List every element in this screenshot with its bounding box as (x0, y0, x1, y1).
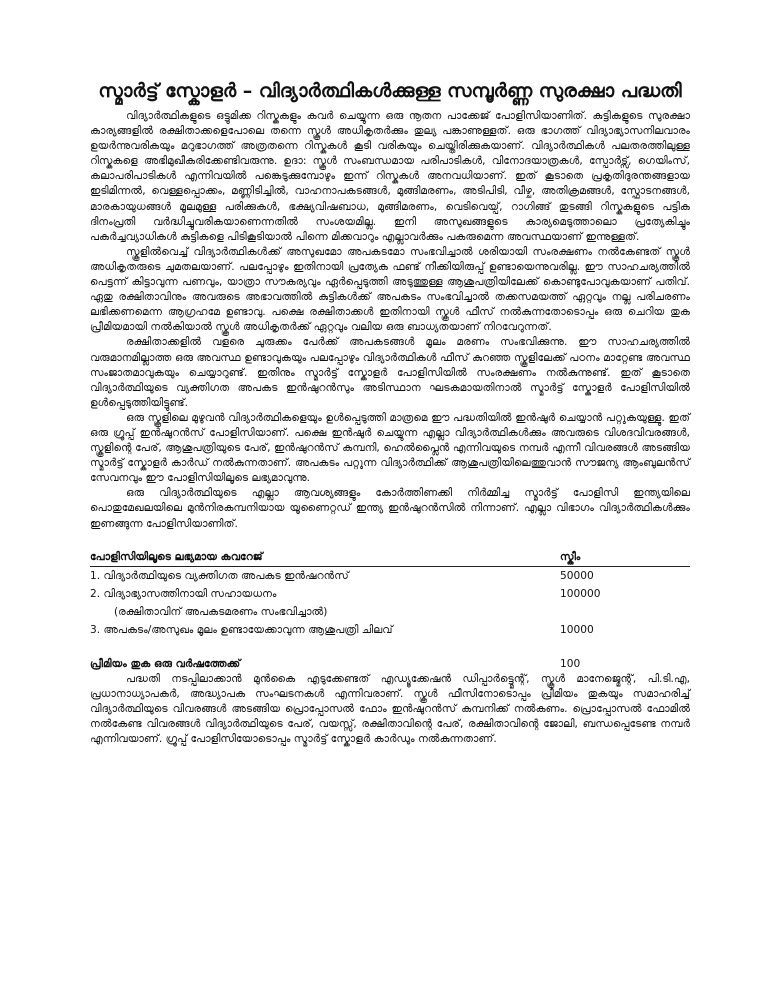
premium-label: പ്രീമിയം തുക ഒരു വർഷത്തേക്ക് (90, 657, 241, 670)
premium-value: 100 (560, 657, 581, 670)
coverage-item-note: (രക്ഷിതാവിന് അപകടമരണം സംഭവിച്ചാൽ) (114, 605, 328, 618)
coverage-item: 1. വിദ്യാർത്ഥിയുടെ വ്യക്തിഗത അപകട ഇൻഷറൻസ് (90, 569, 349, 582)
document-title: സ്മാർട്ട് സ്കോളർ – വിദ്യാർത്ഥികൾക്കുള്ള സമ്പൂർണ്ണ സുരക്ഷാ പദ്ധതി (98, 80, 682, 102)
paragraph-united-india: ഒരു വിദ്യാർത്ഥിയുടെ എല്ലാ ആവശ്യങ്ങളും കോർത്തിണക്കി നിർമ്മിച്ച സ്മാർട്ട് പോളിസി ഇന്ത്യയിലെ പൊതുമേഖലയിലെ മുൻനിരകമ്പനിയായ യൂണൈറ്റഡ് ഇന്ത്യ ഇൻഷുറൻസിൽ നിന്നാണ്. എല്ലാ വിഭാഗം വിദ്യാർത്ഥികൾക്കും ഇണങ്ങുന്ന പോളിസിയാണിത്. (90, 487, 690, 530)
paragraph-implementation: പദ്ധതി നടപ്പിലാക്കാൻ മുൻകൈ എടുക്കേണ്ടത് എഡ്യൂക്കേഷൻ ഡിപ്പാർട്ട്മെന്റ്, സ്കൂൾ മാനേജ്മെന്റ്, പി.ടി.എ, പ്രധാനാധ്യാപകർ, അദ്ധ്യാപക സംഘടനകൾ എന്നിവരാണ്. സ്കൂൾ ഫീസിനോടൊപ്പം പ്രീമിയം തുകയും സമാഹരിച്ച് വിദ്യാർത്ഥിയുടെ വിവരങ്ങൾ അടങ്ങിയ പ്രൊപ്പോസൽ ഫോം ഇൻഷുറൻസ് കമ്പനിക്ക് നൽകണം. പ്രൊപ്പോസൽ ഫോമിൽ നൽകേണ്ട വിവരങ്ങൾ വിദ്യാർത്ഥിയുടെ പേര്, വയസ്സ്, രക്ഷിതാവിന്റെ പേര്, രക്ഷിതാവിന്റെ ജോലി, ബന്ധപ്പെടേണ്ട നമ്പർ എന്നിവയാണ്. ഗ്രൂപ്പ് പോളിസിയോടൊപ്പം സ്മാർട്ട് സ്കോളർ കാർഡും നൽകുന്നതാണ്. (90, 672, 690, 745)
coverage-value: 10000 (560, 623, 594, 636)
table-row (90, 566, 690, 585)
paragraph-school-responsibility: സ്കൂളിൽവെച്ച് വിദ്യാർത്ഥികൾക്ക് അസുഖമോ അപകടമോ സംഭവിച്ചാൽ ശരിയായി സംരക്ഷണം നൽകേണ്ടത് സ്കൂൾ അധികൃതരുടെ ചുമതലയാണ്. പലപ്പോഴും ഇതിനായി പ്രത്യേക ഫണ്ട് നീക്കിയിരുപ്പ് ഉണ്ടായെന്നുവരില്ല. ഈ സാഹചര്യത്തിൽ പെട്ടന്ന് കിട്ടാവുന്ന പണവും, യാത്രാ സൗകര്യവും ഏർപ്പെടുത്തി അടുത്തുള്ള ആശുപത്രിയിലേക്ക് കൊണ്ടുപോവുകയാണ് പതിവ്. ഏതു രക്ഷിതാവിനും അവരുടെ അഭാവത്തിൽ കുട്ടികൾക്ക് അപകടം സംഭവിച്ചാൽ തക്കസമയത്ത് ഏറ്റവും നല്ല പരിചരണം ലഭിക്കണമെന്ന ആഗ്രഹമേ ഉണ്ടാവു. പക്ഷെ രക്ഷിതാക്കൾ ഇതിനായി സ്കൂൾ ഫീസ് നൽകുന്നതോടൊപ്പം ഒരു ചെറിയ തുക പ്രീമിയമായി നൽകിയാൽ സ്കൂൾ അധികൃതർക്ക് ഏറ്റവും വലിയ ഒരു ബാധ്യതയാണ് നിറവേറുന്നത്. (90, 245, 690, 334)
coverage-value (560, 603, 690, 621)
premium-row (90, 657, 690, 672)
coverage-item: 3. അപകടം/അസുഖം മൂലം ഉണ്ടായേക്കാവുന്ന ആശുപത്രി ചിലവ് (90, 623, 393, 636)
coverage-item: 2. വിദ്യാഭ്യാസത്തിനായി സഹായധനം (90, 587, 277, 600)
coverage-table (90, 548, 690, 639)
paragraph-intro: വിദ്യാർത്ഥികളുടെ ഒട്ടുമിക്ക റിസ്കുകളും കവർ ചെയ്യുന്ന ഒരു നൂതന പാക്കേജ് പോളിസിയാണിത്. കുട്ടികളുടെ സുരക്ഷാ കാര്യങ്ങളിൽ രക്ഷിതാക്കളെപോലെ തന്നെ സ്കൂൾ അധികൃതർക്കും തുല്യ പങ്കാണുള്ളത്. ഒരു ഭാഗത്ത് വിദ്യാഭ്യാസനിലവാരം ഉയർന്നുവരികയും മറുഭാഗത്ത് അത്രതന്നെ റിസ്കുകൾ കൂടി വരികയും ചെയ്തിരിക്കുകയാണ്. വിദ്യാർത്ഥികൾ പലതരത്തിലുള്ള റിസ്കുകളെ അഭിമുഖീകരിക്കേണ്ടിവരുന്നു. ഉദാ: സ്കൂൾ സംബന്ധമായ പരിപാടികൾ, വിനോദയാത്രകൾ, സ്പോർട്സ്, ഗെയിംസ്, കലാപരിപാടികൾ എന്നിവയിൽ പങ്കെടുക്കുമ്പോഴും ഇന്ന് റിസ്കുകൾ അനവധിയാണ്. ഇത് കൂടാതെ പ്രകൃതിദുരന്തങ്ങളായ ഇടിമിന്നൽ, വെള്ളപ്പൊക്കം, മണ്ണിടിച്ചിൽ, വാഹനാപകടങ്ങൾ, മുങ്ങിമരണം, അടിപിടി, വീഴ്ച, അതിക്രമങ്ങൾ, സ്ഫോടനങ്ങൾ, മാരകായുധങ്ങൾ മൂലമുള്ള പരിക്കുകൾ, ഭക്ഷ്യവിഷബാധ, മുങ്ങിമരണം, വെടിവെയ്പ്, റാഗിങ്ങ് തുടങ്ങി റിസ്കുകളുടെ പട്ടിക ദിനംപ്രതി വർദ്ധിച്ചുവരികയാണെന്നതിൽ സംശയമില്ല. ഇനി അസുഖങ്ങളുടെ കാര്യമെടുത്താലൊ പ്രത്യേകിച്ചും പകർച്ചവ്യാധികൾ കുട്ടികളെ പിടികൂടിയാൽ പിന്നെ മിക്കവാറും എല്ലാവർക്കും പകരുമെന്ന അവസ്ഥയാണ് ഇന്നുള്ളത്. (90, 110, 690, 243)
coverage-table-header (90, 548, 690, 567)
coverage-header-scheme: സ്കീം (560, 548, 690, 567)
table-row (90, 585, 690, 603)
paragraph-parent-death: രക്ഷിതാക്കളിൽ വളരെ ചുരുക്കം പേർക്ക് അപകടങ്ങൾ മൂലം മരണം സംഭവിക്കുന്നു. ഈ സാഹചര്യത്തിൽ വരുമാനമില്ലാത്ത ഒരു അവസ്ഥ ഉണ്ടാവുകയും പലപ്പോഴും വിദ്യാർത്ഥികൾ ഫീസ് കുറഞ്ഞ സ്കൂളിലേക്ക് പഠനം മാറ്റേണ്ട അവസ്ഥ സംജാതമാവുകയും ചെയ്യാറുണ്ട്. ഇതിനും സ്മാർട്ട് സ്കോളർ പോളിസിയിൽ സംരക്ഷണം നൽകുന്നുണ്ട്. ഇത് കൂടാതെ വിദ്യാർത്ഥിയുടെ വ്യക്തിഗത അപകട ഇൻഷുറൻസും അടിസ്ഥാന ഘടകമായതിനാൽ സ്മാർട്ട് സ്കോളർ പോളിസിയിൽ ഉൾപ്പെടുത്തിയിട്ടുണ്ട്. (90, 336, 690, 409)
paragraph-group-policy: ഒരു സ്കൂളിലെ മുഴുവൻ വിദ്യാർത്ഥികളെയും ഉൾപ്പെടുത്തി മാത്രമെ ഈ പദ്ധതിയിൽ ഇൻഷുർ ചെയ്യാൻ പറ്റുകയുള്ളു. ഇത് ഒരു ഗ്രൂപ്പ് ഇൻഷുറൻസ് പോളിസിയാണ്. പക്ഷെ ഇൻഷുർ ചെയ്യുന്ന എല്ലാ വിദ്യാർത്ഥികൾക്കും അവരുടെ വിശദവിവരങ്ങൾ, സ്കൂളിന്റെ പേര്, ആശുപത്രിയുടെ പേര്, ഇൻഷുറൻസ് കമ്പനി, ഹെൽപ്ലൈൻ എന്നിവയുടെ നമ്പർ എന്നീ വിവരങ്ങൾ അടങ്ങിയ സ്മാർട്ട് സ്കോളർ കാർഡ് നൽകുന്നതാണ്. അപകടം പറ്റുന്ന വിദ്യാർത്ഥിക്ക് ആശുപത്രിയിലെത്തുവാൻ സൗജന്യ ആംബുലൻസ് സേവനവും ഈ പോളിസിയിലൂടെ ലഭ്യമാവുന്നു. (90, 411, 690, 485)
table-row (90, 603, 690, 621)
table-row (90, 621, 690, 639)
coverage-value: 100000 (560, 587, 601, 600)
coverage-value: 50000 (560, 569, 594, 582)
coverage-header-label: പോളിസിയിലൂടെ ലഭ്യമായ കവറേജ് (90, 548, 560, 567)
